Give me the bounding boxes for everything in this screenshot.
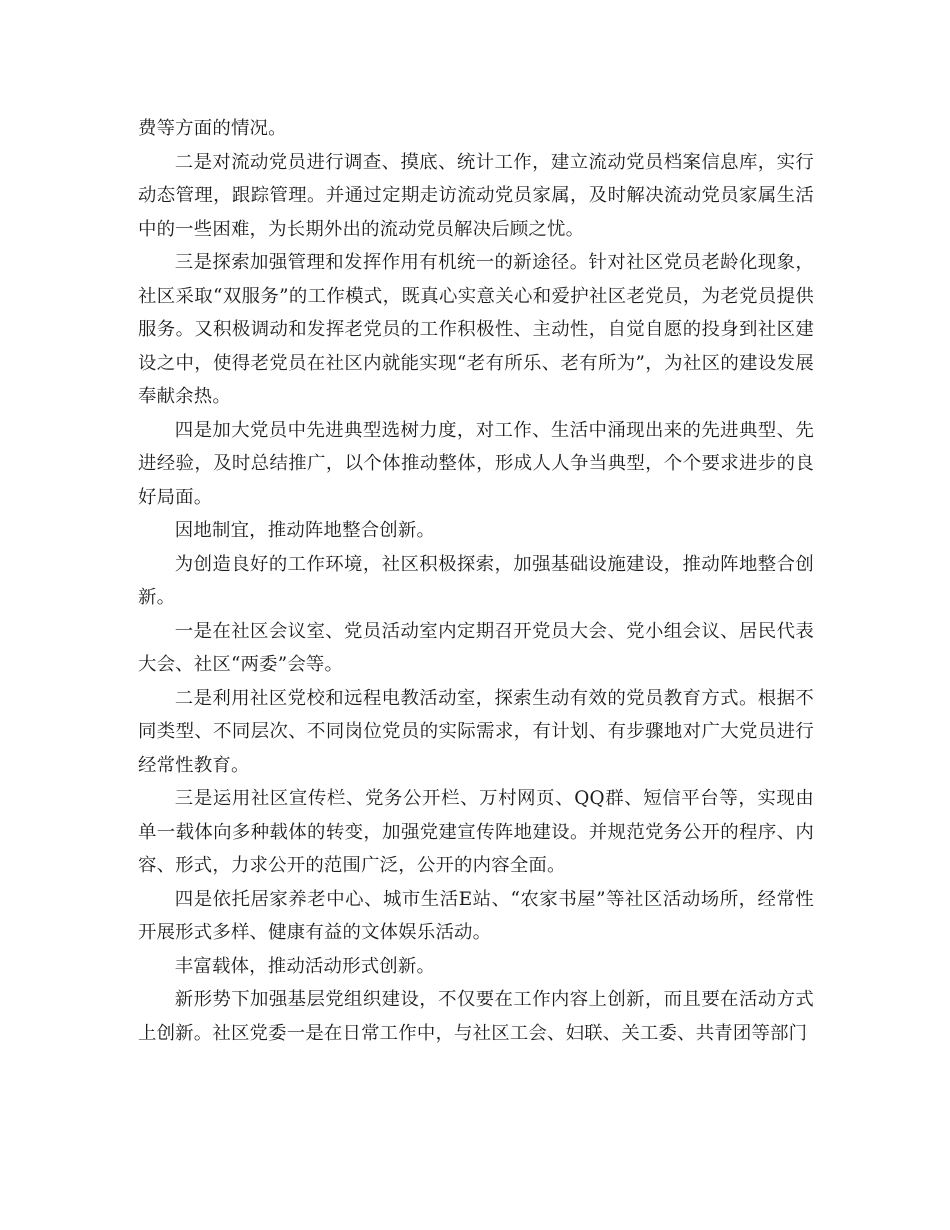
paragraph-6: 一是在社区会议室、党员活动室内定期召开党员大会、党小组会议、居民代表大会、社区“两委”会等。 [138,620,814,675]
paragraph-8: 三是运用社区宣传栏、党务公开栏、万村网页、QQ群、短信平台等，实现由单一载体向多种载体的转变，加强党建宣传阵地建设。并规范党务公开的程序、内容、形式，力求公开的范围广泛，公开的内容全面。 [138,788,814,876]
paragraph-5: 为创造良好的工作环境，社区积极探索，加强基础设施建设，推动阵地整合创新。 [138,553,814,608]
document-body [138,112,814,1050]
paragraph-3: 三是探索加强管理和发挥作用有机统一的新途径。针对社区党员老龄化现象，社区采取“双服务”的工作模式，既真心实意关心和爱护社区老党员，为老党员提供服务。又积极调动和发挥老党员的工作积极性、主动性，自觉自愿的投身到社区建设之中，使得老党员在社区内就能实现“老有所乐、老有所为”，为社区的建设发展奉献余热。 [138,252,814,407]
section-heading-2: 丰富载体，推动活动形式创新。 [174,955,436,977]
paragraph-7: 二是利用社区党校和远程电教活动室，探索生动有效的党员教育方式。根据不同类型、不同层次、不同岗位党员的实际需求，有计划、有步骤地对广大党员进行经常性教育。 [138,687,814,776]
paragraph-9: 四是依托居家养老中心、城市生活E站、“农家书屋”等社区活动场所，经常性开展形式多样、健康有益的文体娱乐活动。 [138,888,814,943]
paragraph-4: 四是加大党员中先进典型选树力度，对工作、生活中涌现出来的先进典型、先进经验，及时总结推广，以个体推动整体，形成人人争当典型，个个要求进步的良好局面。 [138,419,814,508]
paragraph-2: 二是对流动党员进行调查、摸底、统计工作，建立流动党员档案信息库，实行动态管理，跟踪管理。并通过定期走访流动党员家属，及时解决流动党员家属生活中的一些困难，为长期外出的流动党员解决后顾之忧。 [138,151,814,240]
paragraph-1: 费等方面的情况。 [138,118,287,139]
section-heading-1: 因地制宜，推动阵地整合创新。 [174,520,436,541]
paragraph-10: 新形势下加强基层党组织建设，不仅要在工作内容上创新，而且要在活动方式上创新。社区党委一是在日常工作中，与社区工会、妇联、关工委、共青团等部门 [138,989,814,1044]
